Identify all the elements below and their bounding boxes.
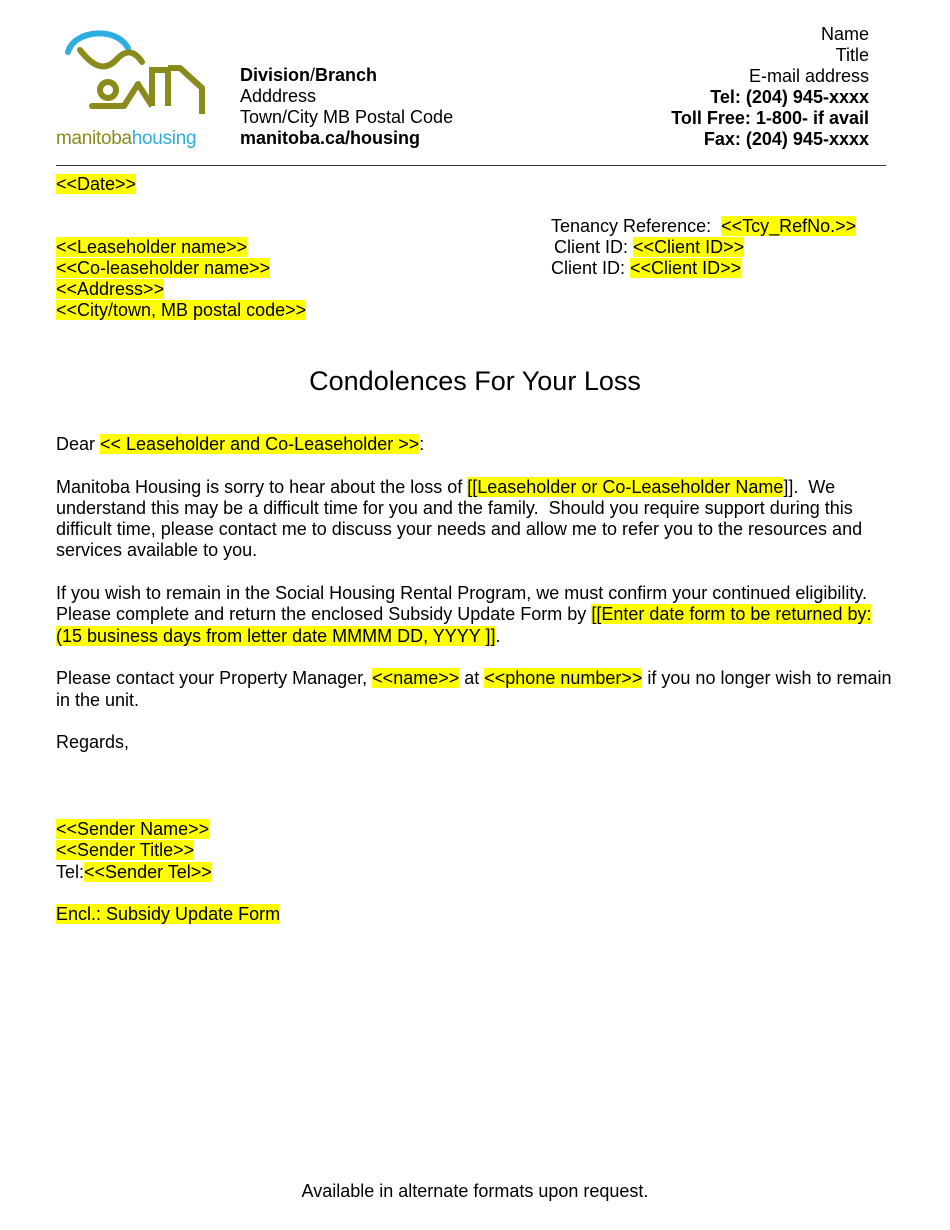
address-field: <<Address>> xyxy=(56,279,165,299)
manitoba-housing-logo xyxy=(56,28,206,152)
letter-body xyxy=(56,434,896,775)
contact-toll-free: Toll Free: 1-800- if avail xyxy=(671,108,869,128)
sender-city-line: Town/City MB Postal Code xyxy=(240,107,454,127)
tenancy-reference-label: Tenancy Reference: xyxy=(551,216,722,236)
recipient-block xyxy=(56,237,306,321)
division-label: Division xyxy=(240,65,311,85)
client-id-field: <<Client ID>> xyxy=(633,237,745,257)
header-divider xyxy=(56,165,886,166)
website-link[interactable]: manitoba.ca/housing xyxy=(240,128,421,148)
branch-label: Branch xyxy=(315,65,378,85)
salutation-field: << Leaseholder and Co-Leaseholder >> xyxy=(100,434,420,454)
enclosure-note: Encl.: Subsidy Update Form xyxy=(56,904,281,925)
reference-block xyxy=(551,216,856,279)
letter-date xyxy=(56,174,136,195)
return-date-field: [[Enter date form to be returned by: (15 business days from letter date MMMM DD, YYYY ]] xyxy=(56,604,872,646)
client-id-field: <<Client ID>> xyxy=(630,258,742,278)
sender-tel-field: <<Sender Tel>> xyxy=(84,861,212,882)
manager-name-field: <<name>> xyxy=(372,668,460,689)
sender-tel-label: Tel: xyxy=(56,861,85,882)
logo-graphic-icon xyxy=(56,28,206,128)
tenancy-reference-field: <<Tcy_RefNo.>> xyxy=(721,216,857,236)
date-field: <<Date>> xyxy=(56,174,137,194)
signature-block xyxy=(56,819,280,925)
contact-email: E-mail address xyxy=(748,66,869,86)
co-leaseholder-name-field: <<Co-leaseholder name>> xyxy=(56,258,271,278)
logo-wordmark: manitobahousing xyxy=(56,128,197,149)
sender-address: Adddress xyxy=(240,86,317,106)
paragraph-contact: Please contact your Property Manager, <<name>> at <<phone number>> if you no longer wish to remain in the unit. xyxy=(56,668,892,710)
city-field: <<City/town, MB postal code>> xyxy=(56,300,307,320)
contact-name: Name xyxy=(820,24,869,44)
closing: Regards, xyxy=(56,732,130,753)
sender-contact-block xyxy=(671,24,869,150)
sender-title-field: <<Sender Title>> xyxy=(56,840,195,861)
footer-note: Available in alternate formats upon request. xyxy=(301,1181,649,1201)
client-id-label: Client ID: xyxy=(554,237,634,257)
phone-number-field: <<phone number>> xyxy=(484,668,643,689)
contact-title: Title xyxy=(835,45,869,65)
leaseholder-name-field: <<Leaseholder name>> xyxy=(56,237,248,257)
contact-tel: Tel: (204) 945-xxxx xyxy=(710,87,869,107)
deceased-name-field: [[Leaseholder or Co-Leaseholder Name xyxy=(467,476,784,497)
client-id-label: Client ID: xyxy=(551,258,631,278)
sender-address-block: Division/Branch Adddress Town/City MB Postal Code manitoba.ca/housing xyxy=(240,65,454,148)
paragraph-eligibility: If you wish to remain in the Social Housing Rental Program, we must confirm your continued eligibility. Please complete and return the enclosed Subsidy Update Form by [[Enter date form to be returned by: (15 business days from letter date MMMM DD, YYYY ]]. xyxy=(56,583,872,646)
letter-subject: Condolences For Your Loss xyxy=(309,366,641,396)
sender-name-field: <<Sender Name>> xyxy=(56,819,210,839)
contact-fax: Fax: (204) 945-xxxx xyxy=(703,129,869,149)
paragraph-condolence: Manitoba Housing is sorry to hear about the loss of [[Leaseholder or Co-Leaseholder Name]]. We understand this may be a difficult time for you and the family. Should you require support during this difficult time, please contact me to discuss your needs and allow me to refer you to the resources and services available to you. xyxy=(56,476,868,561)
salutation: Dear << Leaseholder and Co-Leaseholder >>: xyxy=(56,434,425,454)
